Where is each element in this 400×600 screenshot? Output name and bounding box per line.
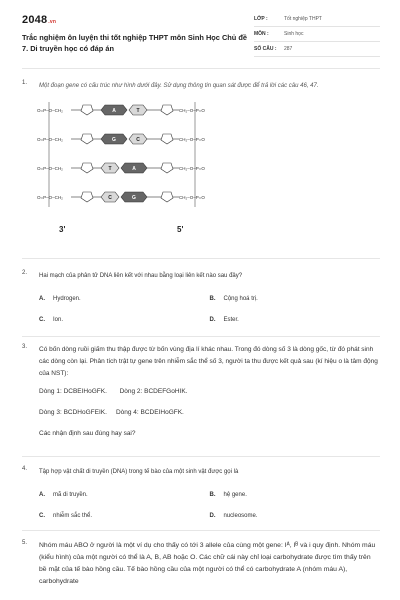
question-number: 2. [22, 270, 28, 276]
option-letter: C. [39, 512, 45, 519]
option-b[interactable] [210, 296, 381, 302]
line-2: Dòng 2: BCDEFGoHIK. [119, 388, 188, 395]
option-letter: D. [209, 512, 216, 519]
question-number: 1. [22, 80, 28, 86]
right-backbone-label: CH₂–O–P=O [179, 195, 205, 200]
lines-row [39, 386, 380, 398]
meta-key: MÔN : [254, 31, 269, 37]
question-number: 5. [22, 540, 28, 546]
right-base-letter: C [136, 137, 140, 143]
question-number: 3. [22, 344, 28, 350]
option-text: hệ gene. [223, 491, 247, 498]
left-backbone-label: O=P–O–CH₂ [37, 195, 63, 200]
answer-options [39, 288, 380, 330]
option-text: Cộng hoá trị. [223, 295, 258, 302]
left-base-letter: A [112, 108, 116, 114]
right-sugar-ring [161, 134, 173, 144]
left-base-letter: G [112, 137, 116, 143]
option-d[interactable] [210, 317, 381, 323]
question-text: Có bốn dòng ruồi giấm thu thập được từ bốn vùng địa lí khác nhau. Trong đó dòng số 3 là dòng gốc, từ đó phát sinh các dòng còn lại. Phân tích trật tự gene trên nhiễm sắc thể số 3, người ta thu được kết quả sau (kí hiệu o là tâm động của NST): [39, 346, 378, 377]
option-text: nucleosome. [223, 512, 258, 519]
question-prompt: Các nhận định sau đúng hay sai? [39, 430, 136, 437]
option-text: Ester. [223, 316, 239, 323]
line-4: Dòng 4: BCDEIHoGFK. [115, 409, 184, 416]
option-c[interactable] [39, 317, 210, 323]
option-text: mã di truyền. [53, 491, 88, 498]
question-text: Hai mạch của phân tử DNA liên kết với nhau bằng loại liên kết nào sau đây? [39, 273, 243, 279]
question-text: Nhóm máu ABO ở người là một ví dụ cho thấy có tới 3 allele của cùng một gene: Iᴬ, Iᴮ và i quy định. Nhóm máu (kiểu hình) của một người có thể là A, B, AB hoặc O. Các chữ cái này chỉ loại carbohydrate được tìm thấy trên bề mặt của tế bào hồng cầu. Tế bào hồng cầu của một người có thể có carbohydrate A (nhóm máu A), carbohydrate [39, 542, 376, 585]
left-backbone-label: O=P–O–CH₂ [37, 137, 63, 142]
right-backbone-label: CH₂–O–P=O [179, 166, 205, 171]
option-letter: D. [209, 316, 216, 323]
option-b[interactable] [210, 492, 381, 498]
meta-row-class [254, 12, 380, 27]
meta-value: Tốt nghiệp THPT [284, 16, 322, 22]
site-logo[interactable] [22, 14, 56, 26]
document-title: Trắc nghiệm ôn luyện thi tốt nghiệp THPT môn Sinh Học Chủ đề 7. Di truyền học có đáp án [22, 33, 248, 53]
left-base-letter: T [108, 166, 112, 172]
option-text: Hydrogen. [53, 295, 81, 302]
answer-options [39, 484, 380, 526]
right-backbone-label: CH₂–O–P=O [179, 108, 205, 113]
option-letter: B. [209, 491, 216, 498]
question-number: 4. [22, 466, 28, 472]
left-sugar-ring [81, 192, 93, 202]
question-3 [22, 344, 380, 449]
option-letter: A. [39, 295, 45, 302]
left-sugar-ring [81, 163, 93, 173]
label-3-prime: 3' [59, 225, 66, 234]
right-sugar-ring [161, 163, 173, 173]
divider [22, 456, 380, 457]
document-meta [254, 12, 380, 57]
divider [22, 258, 380, 259]
option-letter: A. [39, 491, 45, 498]
left-backbone-label: O=P–O–CH₂ [37, 166, 63, 171]
question-1 [22, 80, 380, 236]
option-a[interactable] [39, 492, 210, 498]
meta-value: Sinh học [284, 31, 304, 37]
question-5 [22, 540, 380, 588]
meta-key: LỚP : [254, 16, 268, 22]
left-sugar-ring [81, 134, 93, 144]
left-backbone-label: O=P–O–CH₂ [37, 108, 63, 113]
right-backbone-label: CH₂–O–P=O [179, 137, 205, 142]
option-text: Ion. [53, 316, 64, 323]
line-3: Dòng 3: BCDHoGFEIK. [39, 409, 107, 416]
divider [22, 336, 380, 337]
meta-key: SỐ CÂU : [254, 46, 277, 52]
right-sugar-ring [161, 192, 173, 202]
logo-text: 2048 [22, 14, 48, 26]
option-letter: B. [209, 295, 216, 302]
option-text: nhiễm sắc thể. [53, 512, 93, 519]
question-text: Tập hợp vật chất di truyền (DNA) trong tế bào của một sinh vật được gọi là [39, 469, 239, 475]
left-sugar-ring [81, 105, 93, 115]
label-5-prime: 5' [177, 225, 184, 234]
right-base-letter: T [136, 108, 140, 114]
option-d[interactable] [210, 513, 381, 519]
question-4 [22, 466, 380, 526]
lines-row [39, 407, 380, 419]
divider [22, 68, 380, 69]
line-1: Dòng 1: DCBEIHoGFK. [39, 388, 107, 395]
meta-row-subject [254, 27, 380, 42]
option-letter: C. [39, 316, 45, 323]
question-2 [22, 270, 380, 330]
dna-structure-figure [37, 96, 217, 236]
question-text: Một đoạn gene có cấu trúc như hình dưới đây. Sử dụng thông tin quan sát được để trả lời các câu 46, 47. [39, 83, 319, 89]
chromosome-lines [39, 386, 380, 440]
option-c[interactable] [39, 513, 210, 519]
meta-row-count [254, 42, 380, 57]
right-base-letter: G [132, 195, 136, 201]
right-sugar-ring [161, 105, 173, 115]
left-base-letter: C [108, 195, 112, 201]
right-base-letter: A [132, 166, 136, 172]
divider [22, 530, 380, 531]
option-a[interactable] [39, 296, 210, 302]
logo-suffix: .vn [48, 19, 57, 25]
meta-value: 287 [284, 46, 293, 52]
